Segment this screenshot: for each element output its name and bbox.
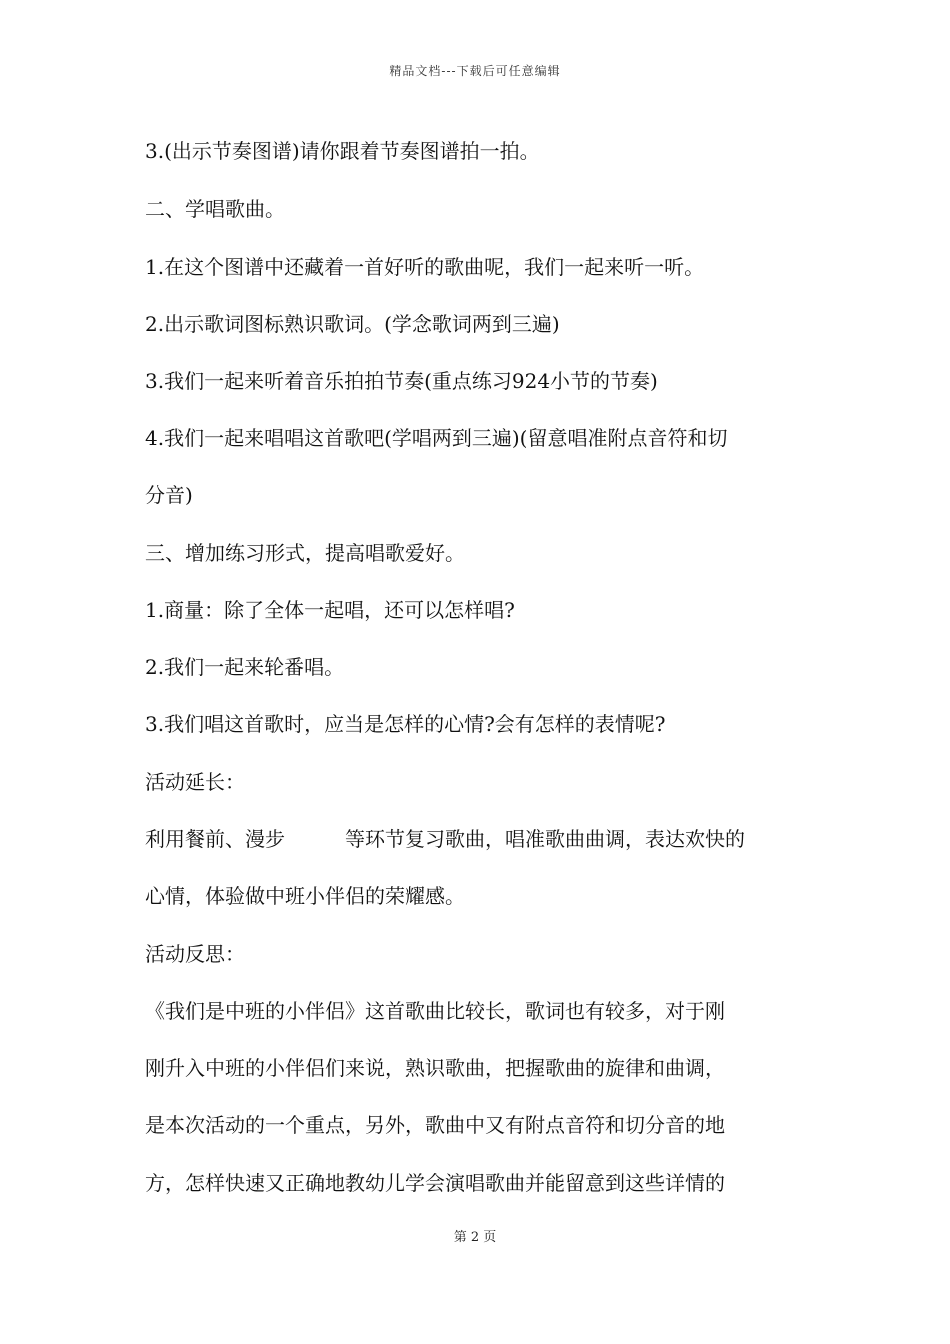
paragraph-line: 4.我们一起来唱唱这首歌吧(学唱两到三遍)(留意唱准附点音符和切 xyxy=(145,426,728,450)
paragraph-line: 3.(出示节奏图谱)请你跟着节奏图谱拍一拍。 xyxy=(145,139,540,163)
page-header: 精品文档---下载后可任意编辑 xyxy=(389,64,561,78)
paragraph-line: 3.我们一起来听着音乐拍拍节奏(重点练习924小节的节奏) xyxy=(145,369,658,393)
paragraph-line: 3.我们唱这首歌时，应当是怎样的心情?会有怎样的表情呢? xyxy=(145,712,666,736)
paragraph-line: 刚升入中班的小伴侣们来说，熟识歌曲，把握歌曲的旋律和曲调， xyxy=(145,1056,725,1080)
page-number: 第 2 页 xyxy=(453,1230,497,1245)
paragraph-line: 1.商量：除了全体一起唱，还可以怎样唱? xyxy=(145,598,515,622)
paragraph-line: 1.在这个图谱中还藏着一首好听的歌曲呢，我们一起来听一听。 xyxy=(145,255,705,279)
paragraph-line: 心情，体验做中班小伴侣的荣耀感。 xyxy=(145,884,465,908)
paragraph-line: 利用餐前、漫步 等环节复习歌曲，唱准歌曲曲调，表达欢快的 xyxy=(145,827,745,851)
paragraph-line: 是本次活动的一个重点，另外，歌曲中又有附点音符和切分音的地 xyxy=(145,1113,725,1137)
section-heading: 活动反思： xyxy=(145,942,245,966)
paragraph-line: 分音) xyxy=(145,483,193,507)
section-heading: 三、增加练习形式，提高唱歌爱好。 xyxy=(145,541,465,565)
section-heading: 二、学唱歌曲。 xyxy=(145,197,285,221)
section-heading: 活动延长： xyxy=(145,770,245,794)
paragraph-line: 2.出示歌词图标熟识歌词。(学念歌词两到三遍) xyxy=(145,312,560,336)
paragraph-line: 2.我们一起来轮番唱。 xyxy=(145,655,345,679)
paragraph-line: 《我们是中班的小伴侣》这首歌曲比较长，歌词也有较多，对于刚 xyxy=(145,999,725,1023)
paragraph-line: 方，怎样快速又正确地教幼儿学会演唱歌曲并能留意到这些详情的 xyxy=(145,1171,725,1195)
